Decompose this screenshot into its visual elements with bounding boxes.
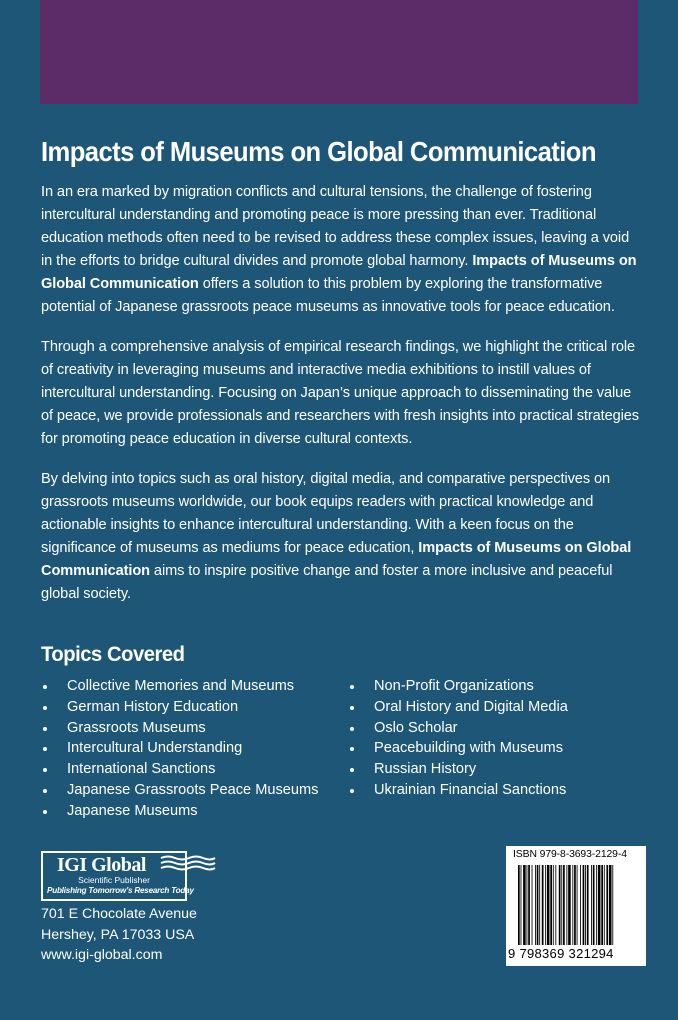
bullet-icon (43, 685, 47, 689)
bullet-icon (43, 727, 47, 731)
topic-item: Japanese Grassroots Peace Museums (41, 780, 318, 801)
barcode-bar (559, 865, 561, 945)
bullet-icon (350, 789, 354, 793)
book-title: Impacts of Museums on Global Communication (41, 136, 596, 167)
logo-name: IGI Global (57, 854, 146, 876)
address-city: Hershey, PA 17033 USA (41, 926, 195, 943)
bullet-icon (43, 768, 47, 772)
barcode-bar (523, 865, 526, 945)
barcode-bar (535, 865, 536, 945)
topic-item: Ukrainian Financial Sanctions (348, 780, 568, 801)
barcode-bar (550, 865, 552, 945)
bullet-icon (43, 810, 47, 814)
barcode-bar (574, 865, 576, 945)
barcode-bar (612, 865, 613, 945)
barcode-bar (568, 865, 571, 945)
publisher-website: www.igi-global.com (41, 947, 163, 963)
topic-item: Oslo Scholar (348, 718, 568, 739)
logo-tagline: Publishing Tomorrow’s Research Today (47, 886, 194, 895)
bullet-icon (350, 747, 354, 751)
topic-item: Russian History (348, 759, 568, 780)
barcode-bar (561, 865, 562, 945)
topic-item: Non-Profit Organizations (348, 676, 568, 697)
bullet-icon (43, 789, 47, 793)
barcode-bar (537, 865, 539, 945)
topic-item: Collective Memories and Museums (41, 676, 318, 697)
barcode-bar (580, 865, 581, 945)
topic-item: Japanese Museums (41, 801, 318, 822)
barcode-bar (518, 865, 520, 945)
topic-item: Grassroots Museums (41, 718, 318, 739)
barcode-bar (555, 865, 556, 945)
description-paragraph-3: By delving into topics such as oral history, digital media, and comparative perspectives on grassroots museums worldwide, our book equips readers with practical knowledge and actionable insights to enhance intercultural understanding. With a keen focus on the significance of museums as mediums for peace education, Impacts of Museums on Global Communication aims to inspire positive change and foster a more inclusive and peaceful global society. (41, 471, 632, 602)
topics-column-right (348, 676, 568, 801)
barcode-bar (528, 865, 530, 945)
barcode-digits: 9 798369 321294 (508, 946, 614, 961)
isbn-barcode (506, 846, 646, 966)
barcode-bar (604, 865, 605, 945)
topic-item: Intercultural Understanding (41, 738, 318, 759)
barcode-bar (609, 865, 612, 945)
bullet-icon (350, 706, 354, 710)
topic-item: Oral History and Digital Media (348, 697, 568, 718)
publisher-info (41, 851, 217, 966)
address-street: 701 E Chocolate Avenue (41, 906, 197, 922)
igi-global-logo (41, 851, 217, 901)
topics-heading: Topics Covered (41, 642, 185, 666)
description-paragraph-1: In an era marked by migration conflicts and cultural tensions, the challenge of fostering intercultural understanding and promoting peace is more pressing than ever. Traditional education methods often need to be revised to address these complex issues, leaving a void in the efforts to bridge cultural divides and promote global harmony. Impacts of Museums on Global Communication offers a solution to this problem by exploring the transformative potential of Japanese grassroots peace museums as innovative tools for peace education. (41, 184, 637, 315)
barcode-bar (577, 865, 578, 945)
bullet-icon (43, 747, 47, 751)
barcode-bar (542, 865, 544, 945)
barcode-bar (532, 865, 533, 945)
barcode-bar (583, 865, 585, 945)
barcode-bar (521, 865, 522, 945)
bullet-icon (43, 706, 47, 710)
bullet-icon (350, 685, 354, 689)
barcode-bar (598, 865, 601, 945)
barcode-bar (539, 865, 540, 945)
isbn-label: ISBN 979-8-3693-2129-4 (513, 849, 627, 860)
barcode-bar (596, 865, 597, 945)
barcode-bar (547, 865, 550, 945)
bullet-icon (350, 768, 354, 772)
description-paragraph-2: Through a comprehensive analysis of empirical research findings, we highlight the critical role of creativity in leveraging museums and interactive media exhibitions to instill values of intercultural understanding. Focusing on Japan’s unique approach to disseminating the value of peace, we provide professionals and researchers with fresh insights into practical strategies for promoting peace education in diverse cultural contexts. (41, 339, 639, 447)
logo-subtitle: Scientific Publisher (78, 875, 150, 885)
barcode-bar (601, 865, 603, 945)
barcode-bar (553, 865, 554, 945)
cover-top-band (40, 0, 638, 104)
barcode-bar (593, 865, 595, 945)
barcode-bar (572, 865, 573, 945)
topic-item: International Sanctions (41, 759, 318, 780)
topics-list (41, 676, 641, 826)
bullet-icon (350, 727, 354, 731)
waves-icon (159, 854, 217, 874)
barcode-bars (514, 865, 640, 949)
barcode-bar (591, 865, 592, 945)
barcode-bar (545, 865, 546, 945)
back-cover-content (41, 133, 641, 826)
barcode-bar (563, 865, 565, 945)
barcode-bar (585, 865, 586, 945)
topic-item: Peacebuilding with Museums (348, 738, 568, 759)
barcode-bar (587, 865, 589, 945)
barcode-bar (606, 865, 608, 945)
topics-column-left (41, 676, 318, 822)
barcode-bar (527, 865, 528, 945)
barcode-bar (566, 865, 567, 945)
topic-item: German History Education (41, 697, 318, 718)
publisher-address (41, 904, 217, 966)
